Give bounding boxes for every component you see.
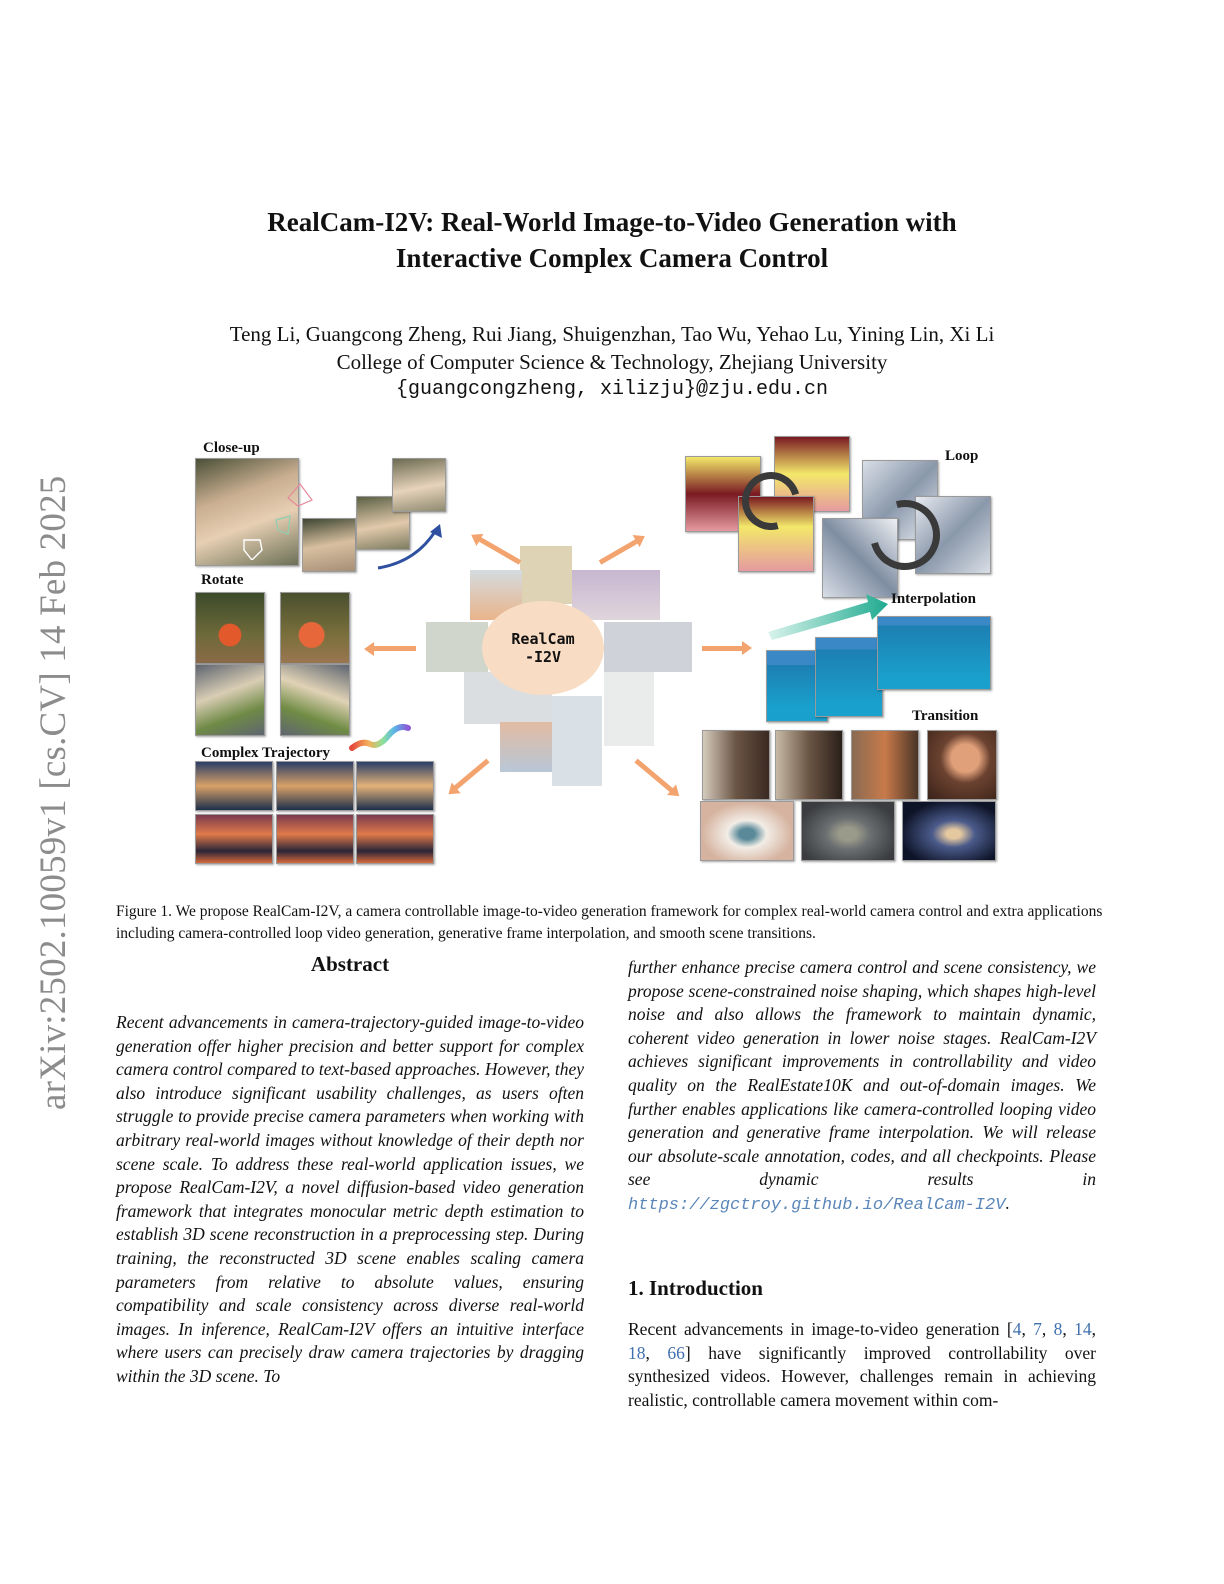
realcam-i2v-center-badge [482,601,604,695]
abstract-text-right [628,956,1096,1218]
rotate-leaf-image-1 [195,592,265,664]
label-rotate: Rotate [201,572,244,588]
title-line-2: Interactive Complex Camera Control [395,243,829,273]
rotate-house-image-1 [195,664,265,736]
intro-text-after: ] have significantly improved controllability over synthesized videos. However, challenges remain in achieving realistic, controllable camera movement within com- [628,1342,1097,1410]
transition-galaxy-image [902,801,996,861]
label-interpolation: Interpolation [891,591,977,607]
rotate-house-image-2 [280,664,350,736]
label-transition: Transition [912,708,979,724]
trajectory-boat-image-3 [356,761,434,811]
arrow-right-icon [702,646,744,651]
abstract-continued: further enhance precise camera control and scene consistency, we propose scene-constrained noise shaping, which shapes high-level noise and also allows the framework to maintain dynamic, coherent video generation in lower noise stages. RealCam-I2V achieves significant improvements in controllability and video quality on the RealEstate10K and out-of-domain images. We further enables applications like camera-controlled looping video generation and generative frame interpolation. We will release our absolute-scale annotation, codes, and all checkpoints. Please see dynamic results in [628,957,1096,1190]
center-label-line-1: RealCam [511,630,575,648]
transition-door-image-2 [775,730,843,800]
citation-link[interactable]: 4 [1012,1319,1022,1339]
trajectory-dino-image-3 [356,814,434,864]
interpolation-dog-image-2 [815,637,883,717]
citation-link[interactable]: 8 [1053,1319,1063,1339]
section-heading-introduction: 1. Introduction [628,1276,763,1300]
affiliation: College of Computer Science & Technology, Zhejiang University [336,350,888,374]
arxiv-identifier-stamp: arXiv:2502.10059v1 [cs.CV] 14 Feb 2025 [33,475,74,1110]
introduction-text: Recent advancements in image-to-video generation [4, 7, 8, 14, 18, 66] have significantly improved controllability over synthesized videos. However, challenges remain in achieving realistic, controllable camera movement within com- [628,1319,1097,1410]
paper-title [0,204,1224,276]
citation-link[interactable]: 66 [667,1342,685,1363]
link-suffix: . [1005,1192,1010,1213]
label-closeup: Close-up [203,440,260,456]
trajectory-dino-image-1 [195,814,273,864]
trajectory-boat-image-2 [276,761,354,811]
email: {guangcongzheng, xilizju}@zju.edu.cn [395,378,829,401]
trajectory-boat-image-1 [195,761,273,811]
closeup-cat-image-2 [302,518,356,572]
figure-1 [190,432,1010,872]
trajectory-rainbow-icon [348,724,412,754]
abstract-heading: Abstract [310,952,390,976]
citation-link[interactable]: 7 [1033,1319,1042,1339]
rotate-leaf-image-2 [280,592,350,664]
interpolation-dog-image-3 [877,616,991,690]
title-line-1: RealCam-I2V: Real-World Image-to-Video Generation with [267,207,957,237]
authors: Teng Li, Guangcong Zheng, Rui Jiang, Shuigenzhan, Tao Wu, Yehao Lu, Yining Lin, Xi Li [229,322,995,346]
citation-link[interactable]: 18 [628,1342,646,1363]
transition-eye-image-2 [801,801,895,861]
transition-door-image-1 [702,730,770,800]
intro-text-before: Recent advancements in image-to-video generation [ [628,1319,1013,1339]
project-page-link[interactable]: https://zgctroy.github.io/RealCam-I2V [628,1195,1006,1215]
center-label-line-2: -I2V [524,648,562,666]
trajectory-dino-image-2 [276,814,354,864]
label-complex-trajectory: Complex Trajectory [201,745,330,761]
arrow-left-icon [372,646,416,651]
citation-link[interactable]: 14 [1074,1319,1092,1339]
transition-canyon-image [927,730,997,800]
closeup-cat-image-4 [392,458,446,512]
figure-1-caption: Figure 1. We propose RealCam-I2V, a camera controllable image-to-video generation framework for complex real-world camera control and extra applications including camera-controlled loop video generation, generative frame interpolation, and smooth scene transitions. [116,903,1103,942]
abstract-text-left: Recent advancements in camera-trajectory-guided image-to-video generation offer higher precision and better support for complex camera control compared to text-based approaches. However, they also introduce significant usability challenges, as users often struggle to provide precise camera parameters when working with arbitrary real-world images without knowledge of their depth nor scene scale. To address these real-world application issues, we propose RealCam-I2V, a novel diffusion-based video generation framework that integrates monocular metric depth estimation to establish 3D scene reconstruction in a preprocessing step. During training, the reconstructed 3D scene enables scaling camera parameters from relative to absolute values, ensuring compatibility and scale consistency across diverse real-world images. In inference, RealCam-I2V offers an intuitive interface where users can precisely draw camera trajectories by dragging within the 3D scene. To [116,1012,585,1386]
label-loop: Loop [945,448,979,464]
author-block [0,320,1224,404]
transition-eye-image-1 [700,801,794,861]
interpolation-arrow-icon [768,590,888,640]
transition-door-image-3 [851,730,919,800]
